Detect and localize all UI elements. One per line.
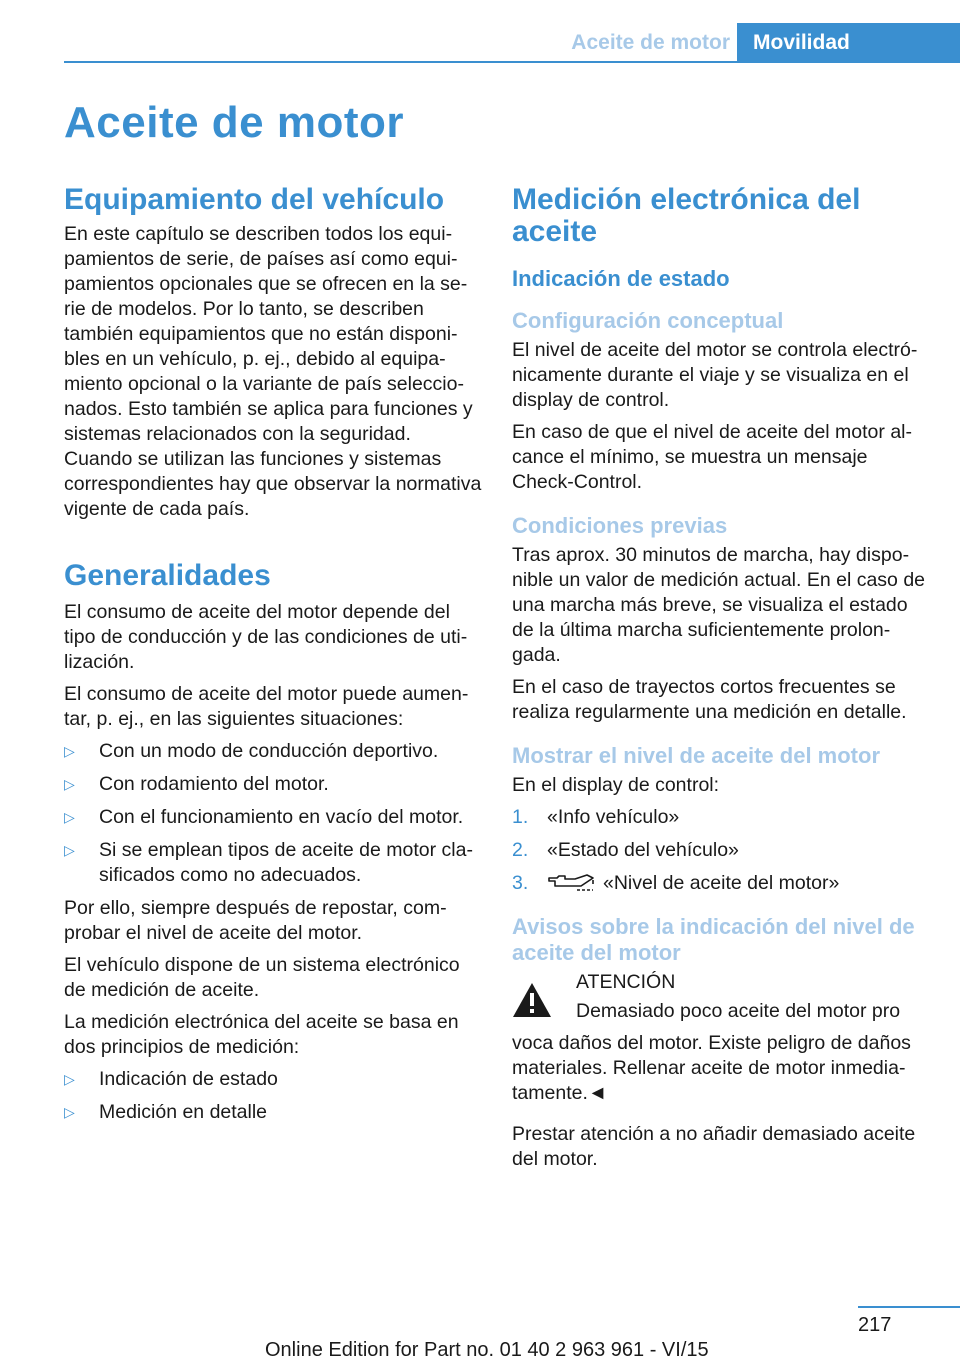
list-item: 1. «Info vehículo» [512, 806, 680, 828]
oil-can-icon [547, 872, 597, 892]
prerequisites-heading: Condiciones previas [512, 513, 728, 538]
page-number: 217 [858, 1314, 892, 1336]
list-item: ▷ Indicación de estado [64, 1068, 278, 1090]
show-oil-level-paragraph: En el display de control: [512, 774, 720, 796]
situations-list [64, 739, 482, 888]
oil-level-notes-heading: Avisos sobre la indicación del nivel de aceite del motor [512, 914, 915, 965]
triangle-bullet-icon: ▷ [64, 743, 75, 759]
right-column [512, 184, 932, 1179]
prerequisites-paragraph-2: En el caso de trayectos cortos frecuentes se realiza regularmente una medición en detalle. [512, 676, 907, 723]
list-item: ▷ Medición en detalle [64, 1101, 268, 1123]
list-item: 2. «Estado del vehículo» [512, 839, 739, 861]
triangle-bullet-icon: ▷ [64, 1071, 75, 1087]
header-rule [64, 61, 960, 63]
header-chapter-tab: Movilidad [737, 23, 960, 63]
list-item: 3. «Nivel de aceite del motor» [512, 872, 840, 894]
principles-list [64, 1067, 482, 1125]
status-indication-heading: Indicación de estado [512, 266, 730, 291]
triangle-bullet-icon: ▷ [64, 842, 75, 858]
general-heading: Generalidades [64, 559, 271, 592]
electronic-measurement-heading: Medición electrónica del aceite [512, 183, 861, 248]
header-section-title: Aceite de motor [571, 31, 730, 54]
final-paragraph: Prestar atención a no añadir demasiado aceite del motor. [512, 1123, 916, 1170]
steps-list [512, 805, 932, 896]
conceptual-config-heading: Configuración conceptual [512, 308, 784, 333]
caution-first-line: Demasiado poco aceite del motor pro [576, 1000, 901, 1022]
general-paragraph-2: El consumo de aceite del motor puede aumentar, p. ej., en las siguientes situaciones: [64, 683, 469, 730]
config-paragraph-2: En caso de que el nivel de aceite del motor alcance el mínimo, se muestra un mensaje Check-Control. [512, 421, 912, 493]
caution-title: ATENCIÓN [576, 971, 676, 993]
list-item: ▷ Con rodamiento del motor. [64, 773, 329, 795]
footer-rule [858, 1306, 960, 1308]
equipment-heading: Equipamiento del vehículo [64, 183, 445, 216]
general-paragraph-5: La medición electrónica del aceite se basa en dos principios de medición: [64, 1011, 459, 1058]
list-item: ▷ Con el funcionamiento en vacío del motor. [64, 806, 464, 828]
page-title: Aceite de motor [64, 98, 405, 147]
caution-body: voca daños del motor. Existe peligro de daños materiales. Rellenar aceite de motor inmediatamente.◄ [512, 1032, 911, 1104]
equipment-paragraph: En este capítulo se describen todos los equipamientos de serie, de países así como equipamientos opcionales que se ofrecen en la serie de modelos. Por lo tanto, se describen también equipamientos que no están disponibles en un vehículo, p. ej., debido al equipamiento opcional o la variante de país seleccionados. Esto también se aplica para funciones y sistemas relacionados con la seguridad. Cuando se utilizan las funciones y sistemas correspondientes hay que observar la normativa vigente de cada país. [64, 223, 482, 520]
triangle-bullet-icon: ▷ [64, 776, 75, 792]
general-paragraph-1: El consumo de aceite del motor depende del tipo de conducción y de las condiciones de utilización. [64, 601, 468, 673]
general-paragraph-3: Por ello, siempre después de repostar, comprobar el nivel de aceite del motor. [64, 897, 447, 944]
list-item: ▷ Con un modo de conducción deportivo. [64, 740, 439, 762]
edition-note: Online Edition for Part no. 01 40 2 963 961 - VI/15 [265, 1339, 709, 1361]
triangle-bullet-icon: ▷ [64, 1104, 75, 1120]
warning-triangle-icon [512, 982, 552, 1018]
general-paragraph-4: El vehículo dispone de un sistema electrónico de medición de aceite. [64, 954, 460, 1001]
list-item: ▷ Si se emplean tipos de aceite de motor clasificados como no adecuados. [64, 839, 473, 886]
left-column [64, 184, 482, 1133]
show-oil-level-heading: Mostrar el nivel de aceite del motor [512, 743, 881, 768]
prerequisites-paragraph-1: Tras aprox. 30 minutos de marcha, hay disponible un valor de medición actual. En el caso de una marcha más breve, se visualiza el estado de la última marcha suficientemente prolongada. [512, 544, 926, 666]
config-paragraph-1: El nivel de aceite del motor se controla electrónicamente durante el viaje y se visualiza en el display de control. [512, 339, 918, 411]
caution-notice [512, 970, 932, 1024]
triangle-bullet-icon: ▷ [64, 809, 75, 825]
